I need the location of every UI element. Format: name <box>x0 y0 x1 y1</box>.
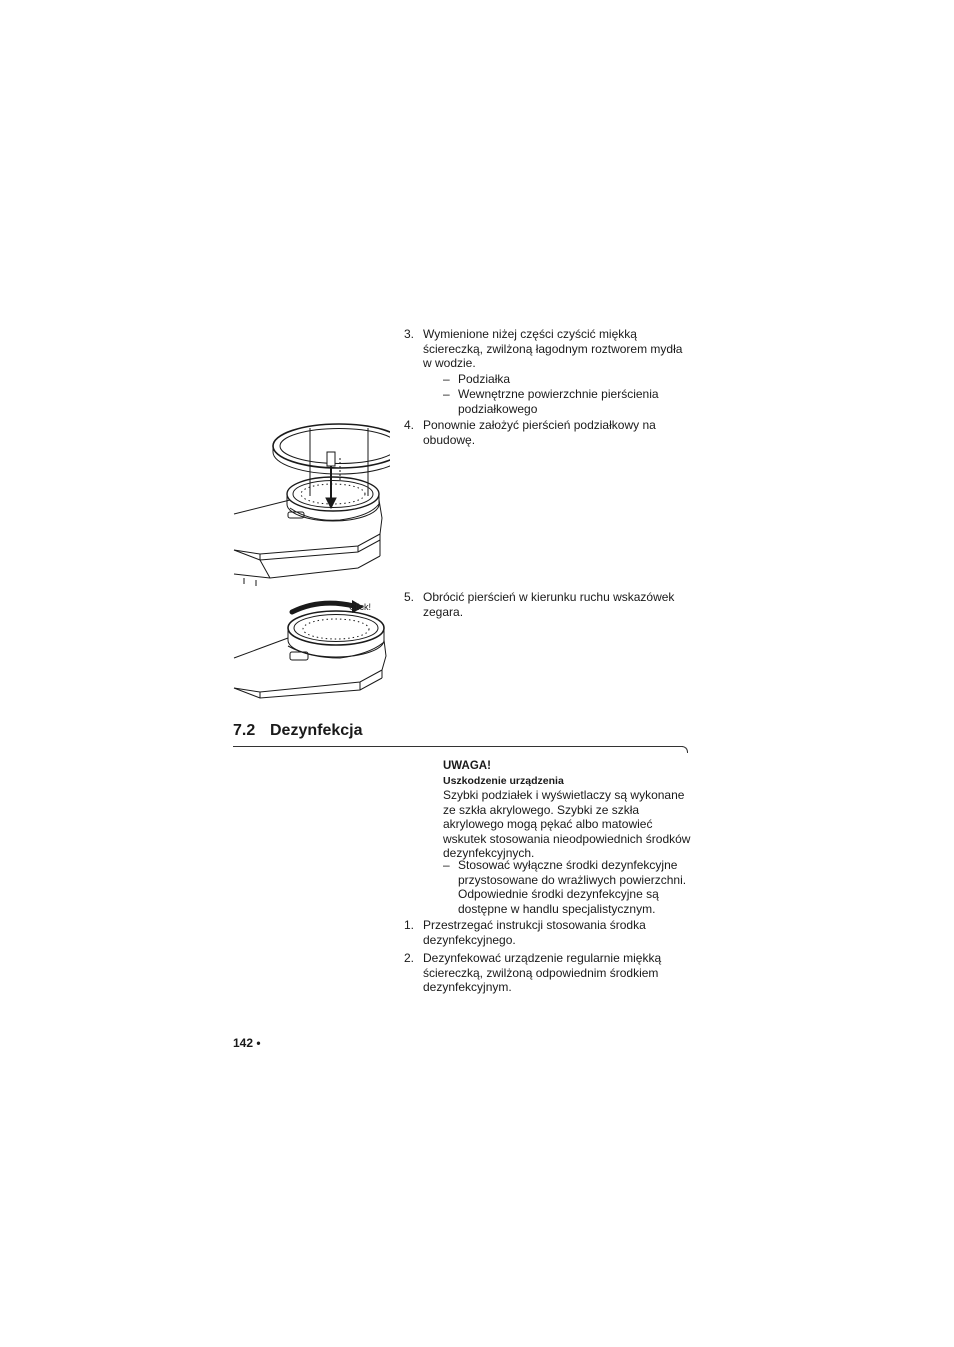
step-5-number: 5. <box>404 590 415 604</box>
step-4-number: 4. <box>404 418 415 432</box>
disinfect-step-2-text: Dezynfekować urządzenie regularnie miękką ściereczką, zwilżoną odpowiednim środkiem dezynfekcyjnym. <box>423 951 662 995</box>
disinfect-step-2-number: 2. <box>404 951 415 965</box>
warning-title: UWAGA! <box>443 760 491 772</box>
disinfect-step-1-number: 1. <box>404 918 415 932</box>
step-3-text: Wymienione niżej części czyścić miękką ściereczką, zwilżoną łagodnym roztworem mydła w wodzie. <box>423 327 683 371</box>
scale-ring-rotation-illustration <box>230 596 390 708</box>
sub-item-2-text: Wewnętrzne powierzchnie pierścienia podziałkowego <box>458 387 659 416</box>
sub-item-1-text: Podziałka <box>458 372 511 386</box>
step-5-text: Obrócić pierścień w kierunku ruchu wskazówek zegara. <box>423 590 675 619</box>
section-title: Dezynfekcja <box>270 722 363 739</box>
warning-bullet-dash: – <box>443 858 450 872</box>
section-divider-corner <box>681 746 688 753</box>
section-divider <box>233 746 683 747</box>
warning-subtitle: Uszkodzenie urządzenia <box>443 775 564 787</box>
sub-item-1-dash: – <box>443 372 450 386</box>
disinfect-step-1-text: Przestrzegać instrukcji stosowania środka dezynfekcyjnego. <box>423 918 646 947</box>
section-number: 7.2 <box>233 722 256 739</box>
step-4-text: Ponownie założyć pierścień podziałkowy na obudowę. <box>423 418 656 447</box>
warning-bullet-text: Stosować wyłączne środki dezynfekcyjne przystosowane do wrażliwych powierzchni. Odpowiednie środki dezynfekcyjne są dostępne w handlu specjalistycznym. <box>458 858 687 916</box>
scale-ring-removal-illustration <box>230 418 390 590</box>
warning-body: Szybki podziałek i wyświetlaczy są wykonane ze szkła akrylowego. Szybki ze szkła akrylowego mogą pękać albo matowieć wskutek stosowania nieodpowiednich środków dezynfekcyjnych. <box>443 788 691 861</box>
section-heading <box>233 722 363 740</box>
sub-item-2-dash: – <box>443 387 450 401</box>
click-label: Click! <box>349 602 371 612</box>
page-number: 142 • <box>233 1036 261 1050</box>
step-3-number: 3. <box>404 327 415 341</box>
